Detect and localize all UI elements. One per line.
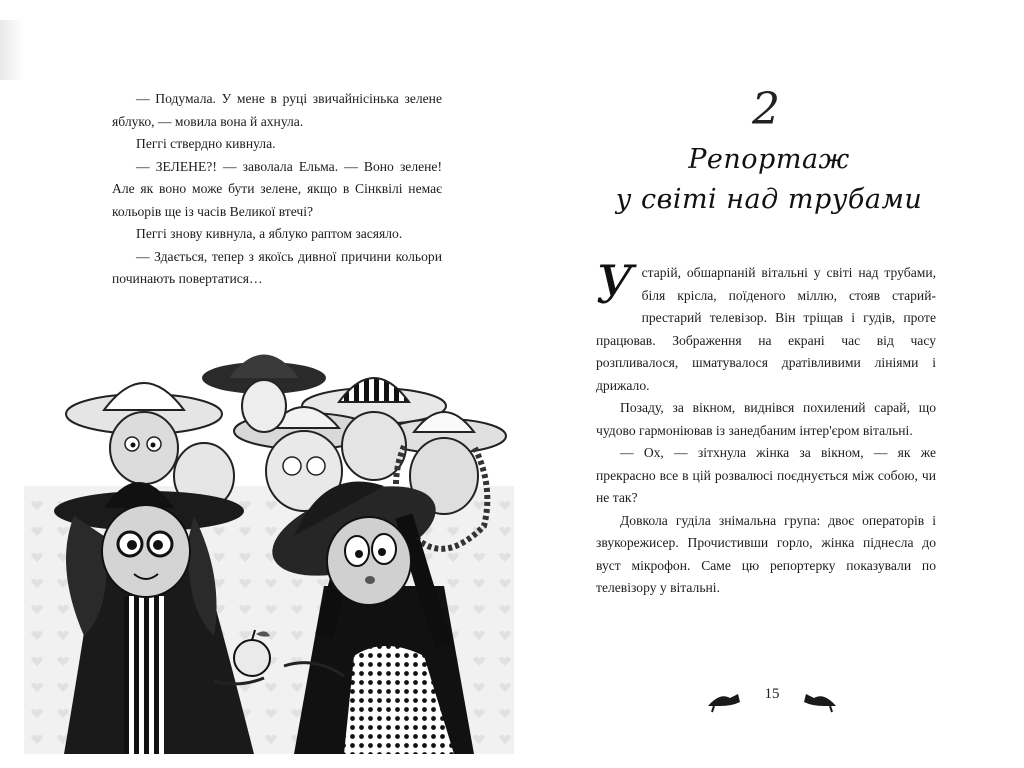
chapter-title-line-2: у світі над трубами [615, 184, 923, 215]
right-page-text [596, 256, 936, 600]
page-edge-shadow [0, 20, 24, 80]
paragraph: — ЗЕЛЕНЕ?! — заволала Ельма. — Воно зелене! Але як воно може бути зелене, якщо в Сінквілі немає кольорів ще із часів Великої втечі? [112, 158, 442, 219]
paragraph-text: старій, обшарпаній вітальні у світі над трубами, біля крісла, поїденого міллю, стояв старий-престарий телевізор. Він тріщав і гудів, проте працював. Зображення на екрані час від часу розпливалося, шматувалося дратівливими лініями і дрижало. [596, 265, 936, 393]
paragraph: Пеггі знову кивнула, а яблуко раптом засяяло. [136, 226, 403, 241]
chapter-title [574, 140, 964, 220]
page-number: 15 [764, 686, 780, 702]
paragraph [596, 256, 936, 397]
paragraph: Довкола гуділа знімальна група: двоє операторів і звукорежисер. Прочистивши горло, жінка піднесла до вуст мікрофон. Саме цю репортерку показували по телевізору у вітальні. [596, 512, 936, 595]
left-page-text [112, 88, 442, 291]
paragraph: — Ох, — зітхнула жінка за вікном, — як же прекрасно все в цій розвалюсі поєднується між собою, чи не так? [596, 445, 936, 505]
page-footer [702, 684, 842, 714]
paragraph: Позаду, за вікном, виднівся похилений сарай, що чудово гармоніював із занедбаним інтер'єром вітальні. [596, 400, 936, 438]
chapter-title-line-1: Репортаж [688, 144, 850, 175]
right-page [512, 0, 1024, 768]
witches-group-illustration [24, 336, 514, 754]
chapter-number: 2 [752, 84, 780, 135]
paragraph: — Здається, тепер з якоїсь дивної причини кольори починають повертатися… [112, 248, 442, 286]
paragraph: — Подумала. У мене в руці звичайнісінька зелене яблуко, — мовила вона й ахнула. [112, 91, 442, 129]
paragraph: Пеггі ствердно кивнула. [136, 136, 276, 151]
dropcap: У [596, 256, 634, 316]
